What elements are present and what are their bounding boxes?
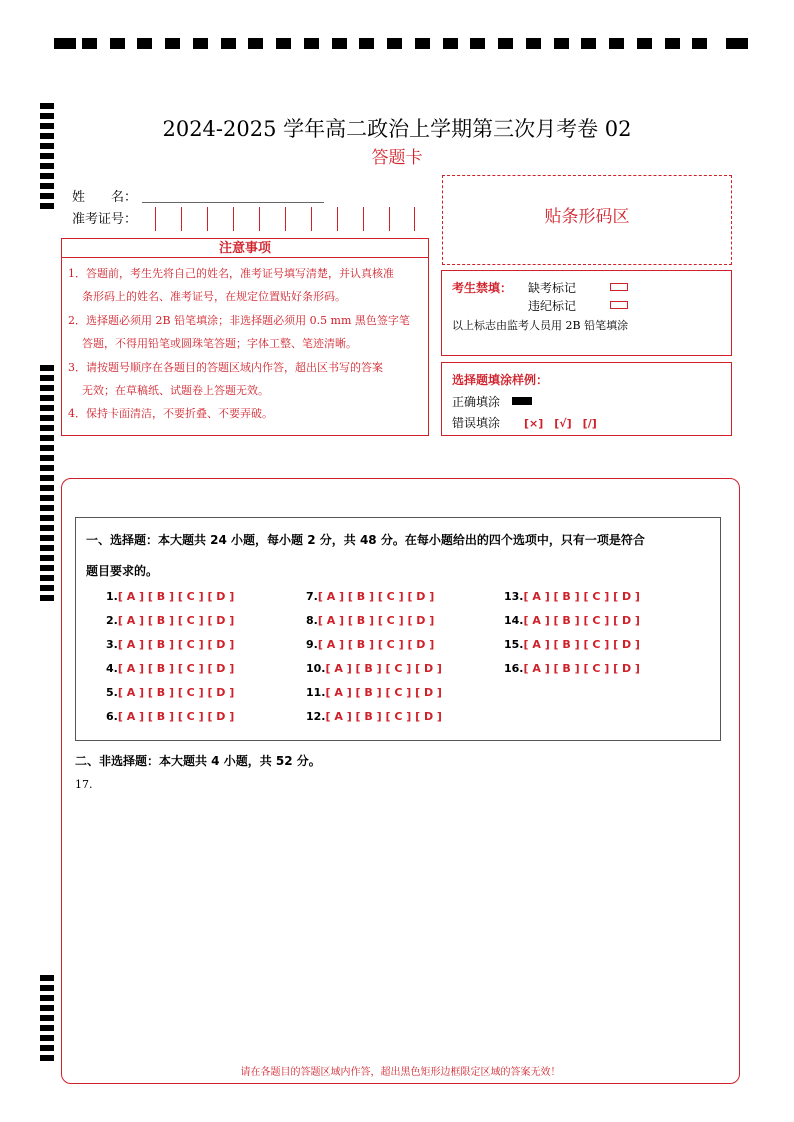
question-17-label: 17. xyxy=(75,778,93,791)
id-number-boxes[interactable] xyxy=(155,207,415,231)
choice-question[interactable] xyxy=(106,590,234,603)
timing-mark xyxy=(40,525,54,531)
timing-mark xyxy=(40,555,54,561)
timing-mark xyxy=(54,38,76,49)
timing-mark xyxy=(110,38,125,49)
timing-mark xyxy=(165,38,180,49)
absent-mark-box[interactable] xyxy=(610,283,628,291)
answer-options[interactable]: [ A ] [ B ] [ C ] [ D ] xyxy=(117,614,235,627)
timing-mark xyxy=(40,985,54,991)
timing-mark xyxy=(40,535,54,541)
choice-question[interactable] xyxy=(306,638,434,651)
timing-mark xyxy=(726,38,748,49)
timing-mark xyxy=(40,505,54,511)
question-number: 2. xyxy=(106,614,118,627)
timing-mark xyxy=(40,445,54,451)
notice-item: 无效；在草稿纸、试题卷上答题无效。 xyxy=(82,384,269,397)
page-title: 2024-2025 学年高二政治上学期第三次月考卷 02 xyxy=(162,117,632,141)
id-digit-box[interactable] xyxy=(155,207,181,231)
timing-mark xyxy=(40,435,54,441)
notice-item: 4．保持卡面清洁，不要折叠、不要弄破。 xyxy=(68,407,273,420)
notice-item: 3．请按题号顺序在各题目的答题区域内作答，超出区书写的答案 xyxy=(68,361,383,374)
correct-fill-mark xyxy=(512,397,532,405)
choice-question[interactable] xyxy=(106,710,234,723)
choice-question[interactable] xyxy=(306,710,442,723)
section1-heading: 一、选择题：本大题共 24 小题，每小题 2 分，共 48 分。在每小题给出的四个选项中，只有一项是符合 xyxy=(86,533,645,547)
timing-mark xyxy=(40,1025,54,1031)
answer-options[interactable]: [ A ] [ B ] [ C ] [ D ] xyxy=(117,686,235,699)
timing-mark xyxy=(193,38,208,49)
id-label: 准考证号： xyxy=(72,212,138,227)
notice-item: 1．答题前，考生先将自己的姓名，准考证号填写清楚，并认真核准 xyxy=(68,267,394,280)
timing-mark xyxy=(40,103,54,109)
question-number: 3. xyxy=(106,638,118,651)
name-label: 姓 名： xyxy=(72,190,138,205)
choice-question[interactable] xyxy=(306,590,434,603)
timing-mark xyxy=(692,38,707,49)
choice-question[interactable] xyxy=(504,662,640,675)
timing-mark xyxy=(276,38,291,49)
timing-mark xyxy=(221,38,236,49)
timing-mark xyxy=(40,183,54,189)
id-digit-box[interactable] xyxy=(181,207,207,231)
timing-mark xyxy=(415,38,430,49)
notice-item: 2．选择题必须用 2B 铅笔填涂；非选择题必须用 0.5 mm 黑色签字笔 xyxy=(68,314,410,327)
question-number: 15. xyxy=(504,638,524,651)
timing-mark xyxy=(40,465,54,471)
timing-mark xyxy=(359,38,374,49)
choice-section xyxy=(75,517,721,741)
question-number: 16. xyxy=(504,662,524,675)
id-digit-box[interactable] xyxy=(285,207,311,231)
question-number: 13. xyxy=(504,590,524,603)
timing-mark xyxy=(40,475,54,481)
choice-question[interactable] xyxy=(306,686,442,699)
fill-sample-box xyxy=(441,362,732,436)
section2-heading: 二、非选择题：本大题共 4 小题，共 52 分。 xyxy=(75,754,321,768)
violation-mark-box[interactable] xyxy=(610,301,628,309)
timing-mark xyxy=(554,38,569,49)
timing-mark xyxy=(40,415,54,421)
timing-mark xyxy=(581,38,596,49)
timing-mark xyxy=(40,1045,54,1051)
question-number: 4. xyxy=(106,662,118,675)
question-number: 5. xyxy=(106,686,118,699)
answer-options[interactable]: [ A ] [ B ] [ C ] [ D ] xyxy=(523,662,640,675)
answer-options[interactable]: [ A ] [ B ] [ C ] [ D ] xyxy=(325,710,442,723)
question-number: 7. xyxy=(306,590,318,603)
wrong-fill-label: 错误填涂 xyxy=(452,416,501,430)
timing-mark xyxy=(387,38,402,49)
side-timing-marks-middle xyxy=(40,213,54,603)
forbidden-note: 以上标志由监考人员用 2B 铅笔填涂 xyxy=(452,319,629,332)
id-digit-box[interactable] xyxy=(207,207,233,231)
timing-mark xyxy=(470,38,485,49)
question-number: 6. xyxy=(106,710,118,723)
timing-mark xyxy=(137,38,152,49)
choice-question[interactable] xyxy=(306,662,442,675)
choice-question[interactable] xyxy=(106,662,234,675)
sample-title: 选择题填涂样例： xyxy=(452,373,549,387)
choice-question[interactable] xyxy=(504,614,640,627)
id-digit-box[interactable] xyxy=(311,207,337,231)
timing-mark xyxy=(609,38,624,49)
timing-mark xyxy=(40,193,54,199)
section1-heading-cont: 题目要求的。 xyxy=(86,564,159,578)
answer-options[interactable]: [ A ] [ B ] [ C ] [ D ] xyxy=(117,662,235,675)
timing-mark xyxy=(40,975,54,981)
question-number: 14. xyxy=(504,614,524,627)
timing-mark xyxy=(40,585,54,591)
forbidden-label: 考生禁填： xyxy=(452,281,513,295)
notice-item: 条形码上的姓名、准考证号，在规定位置贴好条形码。 xyxy=(82,290,346,303)
answer-options[interactable]: [ A ] [ B ] [ C ] [ D ] xyxy=(523,638,640,651)
violation-mark-label: 违纪标记 xyxy=(528,299,577,313)
footer-note: 请在各题目的答题区域内作答，超出黑色矩形边框限定区域的答案无效！ xyxy=(240,1067,561,1078)
notice-item: 答题，不得用铅笔或圆珠笔答题；字体工整、笔迹清晰。 xyxy=(82,337,357,350)
timing-mark xyxy=(82,38,97,49)
timing-mark xyxy=(40,495,54,501)
timing-mark xyxy=(40,1015,54,1021)
timing-mark xyxy=(498,38,513,49)
absent-mark-label: 缺考标记 xyxy=(528,281,577,295)
timing-mark xyxy=(40,425,54,431)
answer-options[interactable]: [ A ] [ B ] [ C ] [ D ] xyxy=(523,614,640,627)
timing-mark xyxy=(248,38,263,49)
timing-mark xyxy=(40,365,54,371)
timing-mark xyxy=(40,405,54,411)
timing-mark xyxy=(40,385,54,391)
timing-mark xyxy=(40,173,54,179)
timing-mark xyxy=(332,38,347,49)
question-number: 12. xyxy=(306,710,326,723)
timing-mark xyxy=(304,38,319,49)
examiner-only-box xyxy=(441,270,732,356)
answer-options[interactable]: [ A ] [ B ] [ C ] [ D ] xyxy=(317,590,435,603)
answer-options[interactable]: [ A ] [ B ] [ C ] [ D ] xyxy=(117,638,235,651)
timing-mark xyxy=(40,575,54,581)
choice-question[interactable] xyxy=(106,614,234,627)
answer-options[interactable]: [ A ] [ B ] [ C ] [ D ] xyxy=(325,662,442,675)
timing-mark xyxy=(40,485,54,491)
barcode-area: 贴条形码区 xyxy=(442,175,732,265)
timing-mark xyxy=(40,545,54,551)
timing-mark xyxy=(40,565,54,571)
timing-mark xyxy=(40,375,54,381)
timing-mark xyxy=(40,455,54,461)
id-digit-box[interactable] xyxy=(233,207,259,231)
question-17-answer-space[interactable] xyxy=(75,795,720,1050)
timing-mark xyxy=(40,395,54,401)
answer-options[interactable]: [ A ] [ B ] [ C ] [ D ] xyxy=(117,710,235,723)
choice-question[interactable] xyxy=(306,614,434,627)
question-number: 11. xyxy=(306,686,326,699)
question-number: 9. xyxy=(306,638,318,651)
choice-question[interactable] xyxy=(504,590,640,603)
answer-options[interactable]: [ A ] [ B ] [ C ] [ D ] xyxy=(317,614,435,627)
wrong-fill-marks: [×] [√] [/] xyxy=(524,417,597,430)
timing-mark xyxy=(40,203,54,209)
id-digit-box[interactable] xyxy=(389,207,415,231)
timing-mark xyxy=(40,995,54,1001)
question-number: 10. xyxy=(306,662,326,675)
choice-question[interactable] xyxy=(106,638,234,651)
id-digit-box[interactable] xyxy=(337,207,363,231)
answer-options[interactable]: [ A ] [ B ] [ C ] [ D ] xyxy=(117,590,235,603)
id-digit-box[interactable] xyxy=(363,207,389,231)
name-field[interactable] xyxy=(142,202,324,203)
correct-fill-label: 正确填涂 xyxy=(452,395,501,409)
answer-options[interactable]: [ A ] [ B ] [ C ] [ D ] xyxy=(325,686,442,699)
answer-options[interactable]: [ A ] [ B ] [ C ] [ D ] xyxy=(523,590,640,603)
notice-body xyxy=(61,258,429,436)
timing-mark xyxy=(665,38,680,49)
timing-mark xyxy=(40,1035,54,1041)
answer-options[interactable]: [ A ] [ B ] [ C ] [ D ] xyxy=(317,638,435,651)
question-number: 8. xyxy=(306,614,318,627)
side-timing-marks-lower xyxy=(40,975,54,1065)
timing-mark xyxy=(526,38,541,49)
timing-mark xyxy=(40,515,54,521)
question-number: 1. xyxy=(106,590,118,603)
timing-mark xyxy=(637,38,652,49)
timing-mark xyxy=(40,1055,54,1061)
page-subtitle: 答题卡 xyxy=(371,148,423,168)
timing-mark xyxy=(40,1005,54,1011)
choice-question[interactable] xyxy=(106,686,234,699)
choice-question[interactable] xyxy=(504,638,640,651)
timing-mark xyxy=(40,595,54,601)
notice-heading: 注意事项 xyxy=(61,238,429,258)
top-timing-marks xyxy=(54,38,748,50)
id-digit-box[interactable] xyxy=(259,207,285,231)
timing-mark xyxy=(443,38,458,49)
